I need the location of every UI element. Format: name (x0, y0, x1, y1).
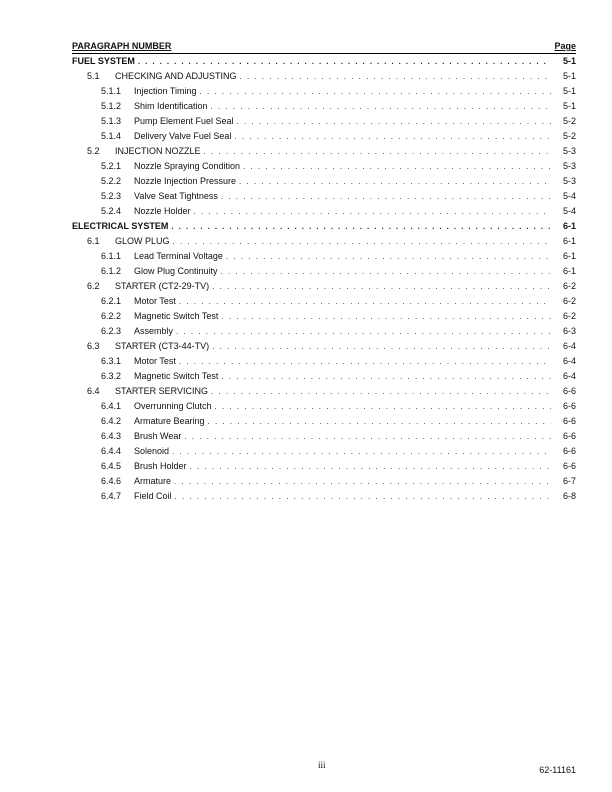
toc-entry-page: 5-1 (562, 56, 576, 66)
toc-entry-title: STARTER (CT2-29-TV) (115, 281, 210, 291)
toc-entry-number: 6.4.3 (101, 431, 122, 441)
toc-entry-title: Armature (134, 476, 172, 486)
toc-entry-number: 5.1.2 (101, 101, 122, 111)
toc-entry-title: Solenoid (134, 446, 170, 456)
toc-leader-dots (190, 459, 551, 474)
toc-entry (72, 99, 576, 114)
toc-leader-dots (184, 429, 551, 444)
toc-entry-number: 6.4.1 (101, 401, 122, 411)
toc-leader-dots (174, 474, 551, 489)
toc-leader-dots (179, 354, 551, 369)
toc-leader-dots (221, 189, 551, 204)
footer-page-number: iii (318, 760, 326, 770)
toc-entry-title: FUEL SYSTEM (72, 56, 135, 66)
toc-entry (72, 249, 576, 264)
toc-leader-dots (226, 249, 551, 264)
toc-entry-title: GLOW PLUG (115, 236, 170, 246)
toc-entry-title: Glow Plug Continuity (134, 266, 218, 276)
toc-entry-page: 5-1 (562, 86, 576, 96)
toc-entry-page: 6-6 (562, 446, 576, 456)
toc-leader-dots (204, 144, 551, 159)
toc-entry-number: 6.2.2 (101, 311, 122, 321)
toc-leader-dots (194, 204, 551, 219)
toc-entry-number: 5.2.3 (101, 191, 122, 201)
toc-entry-page: 5-1 (562, 71, 576, 81)
toc-entry-page: 5-2 (562, 131, 576, 141)
toc-entry (72, 399, 576, 414)
toc-entry (72, 339, 576, 354)
toc-entry-page: 6-8 (562, 491, 576, 501)
toc-entry (72, 279, 576, 294)
toc-entry-number: 6.4.5 (101, 461, 122, 471)
toc-entry-number: 5.1 (87, 71, 100, 81)
toc-entry-page: 5-3 (562, 161, 576, 171)
toc-entry-number: 6.1.1 (101, 251, 122, 261)
toc-leader-dots (173, 234, 551, 249)
toc-entry (72, 204, 576, 219)
toc-list (72, 54, 576, 504)
toc-entry-page: 5-4 (562, 206, 576, 216)
toc-leader-dots (212, 279, 551, 294)
toc-entry (72, 129, 576, 144)
toc-entry-page: 6-1 (562, 266, 576, 276)
toc-entry-title: Injection Timing (134, 86, 197, 96)
footer-document-number: 62-11161 (539, 765, 576, 775)
toc-leader-dots (176, 324, 551, 339)
toc-entry-title: Field Coil (134, 491, 172, 501)
toc-entry (72, 384, 576, 399)
toc-entry-title: Motor Test (134, 296, 176, 306)
toc-entry (72, 324, 576, 339)
toc-entry-title: ELECTRICAL SYSTEM (72, 221, 169, 231)
toc-leader-dots (237, 114, 551, 129)
toc-entry-number: 6.4 (87, 386, 100, 396)
toc-entry-title: Nozzle Injection Pressure (134, 176, 237, 186)
toc-leader-dots (212, 339, 551, 354)
toc-entry-number: 5.1.3 (101, 116, 122, 126)
toc-entry-title: Nozzle Holder (134, 206, 191, 216)
toc-entry-number: 6.3.1 (101, 356, 122, 366)
toc-entry-page: 6-2 (562, 281, 576, 291)
toc-entry-title: Motor Test (134, 356, 176, 366)
toc-leader-dots (239, 174, 551, 189)
toc-entry-number: 5.2.4 (101, 206, 122, 216)
toc-entry-number: 6.4.6 (101, 476, 122, 486)
toc-leader-dots (215, 399, 551, 414)
toc-entry (72, 114, 576, 129)
toc-entry-page: 6-7 (562, 476, 576, 486)
toc-leader-dots (221, 309, 551, 324)
toc-entry-page: 6-4 (562, 341, 576, 351)
toc-entry-page: 6-3 (562, 326, 576, 336)
toc-entry (72, 189, 576, 204)
toc-entry-number: 5.2.2 (101, 176, 122, 186)
toc-entry (72, 459, 576, 474)
toc-entry-page: 6-1 (562, 221, 576, 231)
toc-leader-dots (200, 84, 551, 99)
toc-leader-dots (211, 384, 551, 399)
toc-entry (72, 414, 576, 429)
toc-entry-title: Armature Bearing (134, 416, 205, 426)
toc-entry-page: 6-2 (562, 296, 576, 306)
toc-leader-dots (171, 219, 551, 234)
toc-entry-title: Magnetic Switch Test (134, 311, 219, 321)
toc-leader-dots (175, 489, 551, 504)
toc-header-page: Page (554, 41, 576, 51)
toc-entry-title: Lead Terminal Voltage (134, 251, 223, 261)
toc-entry-page: 6-6 (562, 431, 576, 441)
toc-entry-number: 6.3 (87, 341, 100, 351)
toc-entry-title: STARTER (CT3-44-TV) (115, 341, 210, 351)
toc-entry (72, 69, 576, 84)
toc-entry-title: Magnetic Switch Test (134, 371, 219, 381)
toc-entry-title: Overrunning Clutch (134, 401, 212, 411)
toc-entry-page: 6-2 (562, 311, 576, 321)
toc-entry-number: 6.1.2 (101, 266, 122, 276)
toc-entry (72, 294, 576, 309)
toc-entry (72, 174, 576, 189)
toc-entry (72, 84, 576, 99)
toc-section-entry (72, 54, 576, 69)
toc-entry-page: 6-1 (562, 251, 576, 261)
toc-entry (72, 264, 576, 279)
toc-entry-page: 5-3 (562, 146, 576, 156)
toc-entry (72, 144, 576, 159)
toc-entry-page: 5-1 (562, 101, 576, 111)
toc-entry-page: 6-6 (562, 386, 576, 396)
toc-entry-number: 6.1 (87, 236, 100, 246)
toc-section-entry (72, 219, 576, 234)
toc-leader-dots (138, 54, 551, 69)
toc-leader-dots (208, 414, 551, 429)
toc-leader-dots (234, 129, 551, 144)
toc-header-paragraph-number: PARAGRAPH NUMBER (72, 41, 172, 51)
toc-leader-dots (240, 69, 551, 84)
toc-entry-page: 6-6 (562, 461, 576, 471)
toc-entry-number: 6.4.7 (101, 491, 122, 501)
toc-entry-number: 6.2 (87, 281, 100, 291)
toc-entry-title: Brush Wear (134, 431, 182, 441)
toc-entry (72, 429, 576, 444)
toc-entry-number: 6.2.3 (101, 326, 122, 336)
toc-entry (72, 309, 576, 324)
toc-leader-dots (179, 294, 551, 309)
toc-leader-dots (243, 159, 551, 174)
toc-entry-title: CHECKING AND ADJUSTING (115, 71, 237, 81)
toc-entry (72, 444, 576, 459)
toc-entry-number: 6.4.4 (101, 446, 122, 456)
toc-entry-number: 5.2 (87, 146, 100, 156)
toc-entry (72, 234, 576, 249)
toc-entry-number: 5.1.4 (101, 131, 122, 141)
toc-header (72, 41, 576, 54)
toc-entry-number: 6.3.2 (101, 371, 122, 381)
toc-entry-page: 6-4 (562, 371, 576, 381)
toc-entry-title: Delivery Valve Fuel Seal (134, 131, 232, 141)
toc-entry-page: 6-4 (562, 356, 576, 366)
toc-entry-title: INJECTION NOZZLE (115, 146, 201, 156)
toc-entry (72, 474, 576, 489)
toc-leader-dots (221, 264, 551, 279)
toc-entry-page: 6-1 (562, 236, 576, 246)
toc-entry-page: 6-6 (562, 416, 576, 426)
toc-entry-title: Assembly (134, 326, 174, 336)
toc-entry-page: 5-4 (562, 191, 576, 201)
toc-entry (72, 489, 576, 504)
toc-entry-page: 5-2 (562, 116, 576, 126)
toc-entry-page: 5-3 (562, 176, 576, 186)
toc-entry-number: 5.2.1 (101, 161, 122, 171)
toc-leader-dots (172, 444, 551, 459)
toc-entry (72, 159, 576, 174)
toc-entry (72, 354, 576, 369)
toc-leader-dots (221, 369, 551, 384)
toc-entry-number: 6.4.2 (101, 416, 122, 426)
toc-entry-title: Valve Seat Tightness (134, 191, 218, 201)
toc-entry-title: Nozzle Spraying Condition (134, 161, 241, 171)
toc-entry-number: 5.1.1 (101, 86, 122, 96)
toc-entry-page: 6-6 (562, 401, 576, 411)
toc-entry-title: Pump Element Fuel Seal (134, 116, 234, 126)
toc-entry (72, 369, 576, 384)
toc-leader-dots (211, 99, 551, 114)
toc-entry-title: Brush Holder (134, 461, 187, 471)
toc-entry-number: 6.2.1 (101, 296, 122, 306)
toc-entry-title: STARTER SERVICING (115, 386, 209, 396)
toc-entry-title: Shim Identification (134, 101, 208, 111)
